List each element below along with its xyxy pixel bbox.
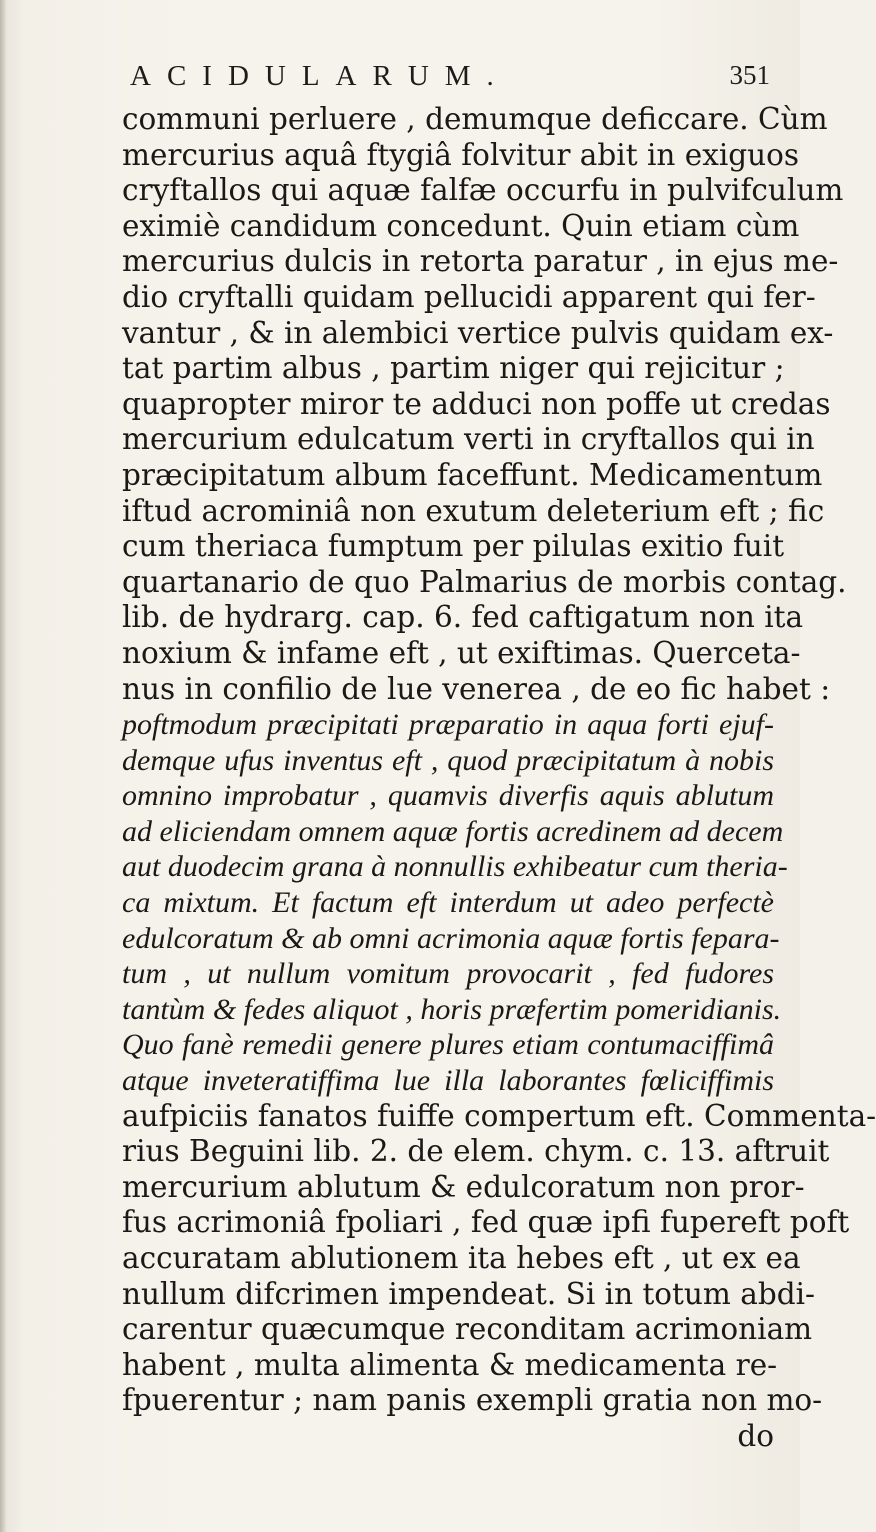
text-line: mercurium edulcatum verti in cryftallos qui in — [122, 422, 815, 457]
text-line: communi perluere , demumque deficcare. Cùm — [122, 102, 828, 136]
text-line: nullum difcrimen impendeat. Si in totum abdi- — [122, 1276, 816, 1311]
text-line: ad eliciendam omnem aquæ fortis acredinem ad decem — [122, 814, 784, 848]
text-line: ca mixtum. Et factum eft interdum ut adeo perfectè — [122, 886, 774, 920]
text-line: mercurium ablutum & edulcoratum non pror- — [122, 1169, 805, 1204]
text-line: cum theriaca fumptum per pilulas exitio fuit — [122, 529, 785, 564]
text-line: habent , multa alimenta & medicamenta re- — [122, 1347, 778, 1382]
text-line: mercurius dulcis in retorta paratur , in ejus me- — [122, 244, 839, 279]
text-line: omnino improbatur , quamvis diverfis aquis ablutum — [122, 779, 774, 813]
text-line: poftmodum præcipitati præparatio in aqua forti ejuf- — [122, 708, 774, 742]
text-line: fus acrimoniâ fpoliari , fed quæ ipfi fupereft poft — [122, 1205, 850, 1240]
text-line: tum , ut nullum vomitum provocarit , fed fudores — [122, 957, 774, 991]
text-line: eximiè candidum concedunt. Quin etiam cùm — [122, 208, 800, 243]
text-line: quartanario de quo Palmarius de morbis contag. — [122, 564, 847, 599]
text-line: nus in confilio de lue venerea , de eo fic habet : — [122, 671, 831, 706]
page-gutter — [0, 0, 6, 1532]
text-line: demque ufus inventus eft , quod præcipitatum à nobis — [122, 743, 774, 777]
page-header — [130, 60, 770, 100]
text-line: rius Beguini lib. 2. de elem. chym. c. 13. aftruit — [122, 1134, 830, 1169]
text-line: præcipitatum album faceffunt. Medicamentum — [122, 457, 823, 492]
text-line: aufpiciis fanatos fuiffe compertum eft. Commenta- — [122, 1098, 876, 1133]
text-line: atque inveteratiffima lue illa laborantes fœliciffimis — [122, 1064, 774, 1098]
text-line: cryftallos qui aquæ falfæ occurfu in pulvifculum — [122, 173, 844, 208]
page-number: 351 — [729, 60, 770, 90]
text-line: edulcoratum & ab omni acrimonia aquæ fortis fepara- — [122, 921, 780, 955]
text-line: vantur , & in alembici vertice pulvis quidam ex- — [122, 315, 834, 350]
text-line: tat partim albus , partim niger qui rejicitur ; — [122, 351, 785, 386]
text-line: accuratam ablutionem ita hebes eft , ut ex ea — [122, 1241, 801, 1275]
text-line: carentur quæcumque reconditam acrimoniam — [122, 1312, 813, 1347]
text-line: tantùm & fedes aliquot , horis præfertim pomeridianis. — [122, 992, 782, 1026]
text-line: iftud acrominiâ non exutum deleterium eft ; fic — [122, 493, 825, 528]
running-head: ACIDULARUM. — [130, 60, 510, 92]
text-line: dio cryftalli quidam pellucidi apparent qui fer- — [122, 279, 816, 314]
text-line: noxium & infame eft , ut exiftimas. Querceta- — [122, 635, 801, 670]
body-text — [122, 102, 876, 1455]
text-line: do — [737, 1418, 774, 1453]
text-line: Quo fanè remedii genere plures etiam contumaciffimâ — [122, 1028, 774, 1062]
text-line: quapropter miror te adduci non poffe ut credas — [122, 386, 831, 421]
text-line: aut duodecim grana à nonnullis exhibeatur cum theria- — [122, 850, 788, 884]
text-line: lib. de hydrarg. cap. 6. fed caftigatum non ita — [122, 600, 804, 635]
text-line: mercurius aquâ ftygiâ folvitur abit in exiguos — [122, 137, 800, 172]
text-line: fpuerentur ; nam panis exempli gratia non mo- — [122, 1383, 823, 1418]
